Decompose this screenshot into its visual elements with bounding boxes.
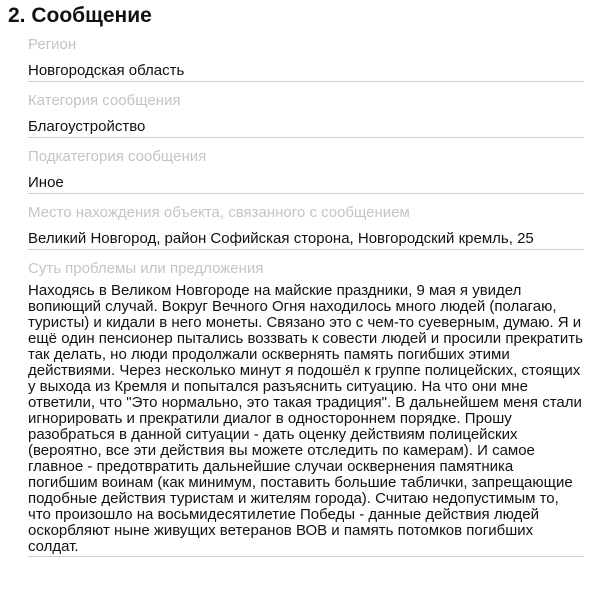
category-field [28, 92, 584, 138]
section-title: 2. Сообщение [8, 4, 152, 27]
location-value: Великий Новгород, район Софийская сторона, Новгородский кремль, 25 [28, 230, 584, 250]
category-label: Категория сообщения [28, 92, 181, 109]
location-label: Место нахождения объекта, связанного с сообщением [28, 204, 410, 221]
problem-label: Суть проблемы или предложения [28, 260, 264, 277]
location-field [28, 204, 584, 250]
region-field [28, 36, 584, 82]
problem-field [28, 260, 584, 557]
subcategory-field [28, 148, 584, 194]
category-value: Благоустройство [28, 118, 584, 138]
region-label: Регион [28, 36, 77, 53]
region-value: Новгородская область [28, 62, 584, 82]
subcategory-value: Иное [28, 174, 584, 194]
problem-value: Находясь в Великом Новгороде на майские праздники, 9 мая я увидел вопиющий случай. Вокруг Вечного Огня находилось много людей (полагаю, туристы) и кидали в него монеты. Связано это с чем-то суеверным, думаю. Я и ещё один пенсионер пытались воззвать к совести людей и просили прекратить так делать, но люди продолжали осквернять память погибших этими действиями. Через несколько минут я подошёл к группе полицейских, стоящих у выхода из Кремля и попытался разъяснить ситуацию. На что они мне ответили, что "Это нормально, это такая традиция". В дальнейшем меня стали игнорировать и прекратили диалог в одностороннем порядке. Прошу разобраться в данной ситуации - дать оценку действиям полицейских (вероятно, все эти действия вы можете отследить по камерам). И самое главное - предотвратить дальнейшие случаи осквернения памятника погибшим воинам (как минимум, поставить большие таблички, запрещающие подобные действия туристам и жителям города). Считаю недопустимым то, что произошло на восьмидесятилетие Победы - данные действия людей оскорбляют ныне живущих ветеранов ВОВ и память потомков погибших солдат. [28, 282, 583, 555]
subcategory-label: Подкатегория сообщения [28, 148, 207, 165]
